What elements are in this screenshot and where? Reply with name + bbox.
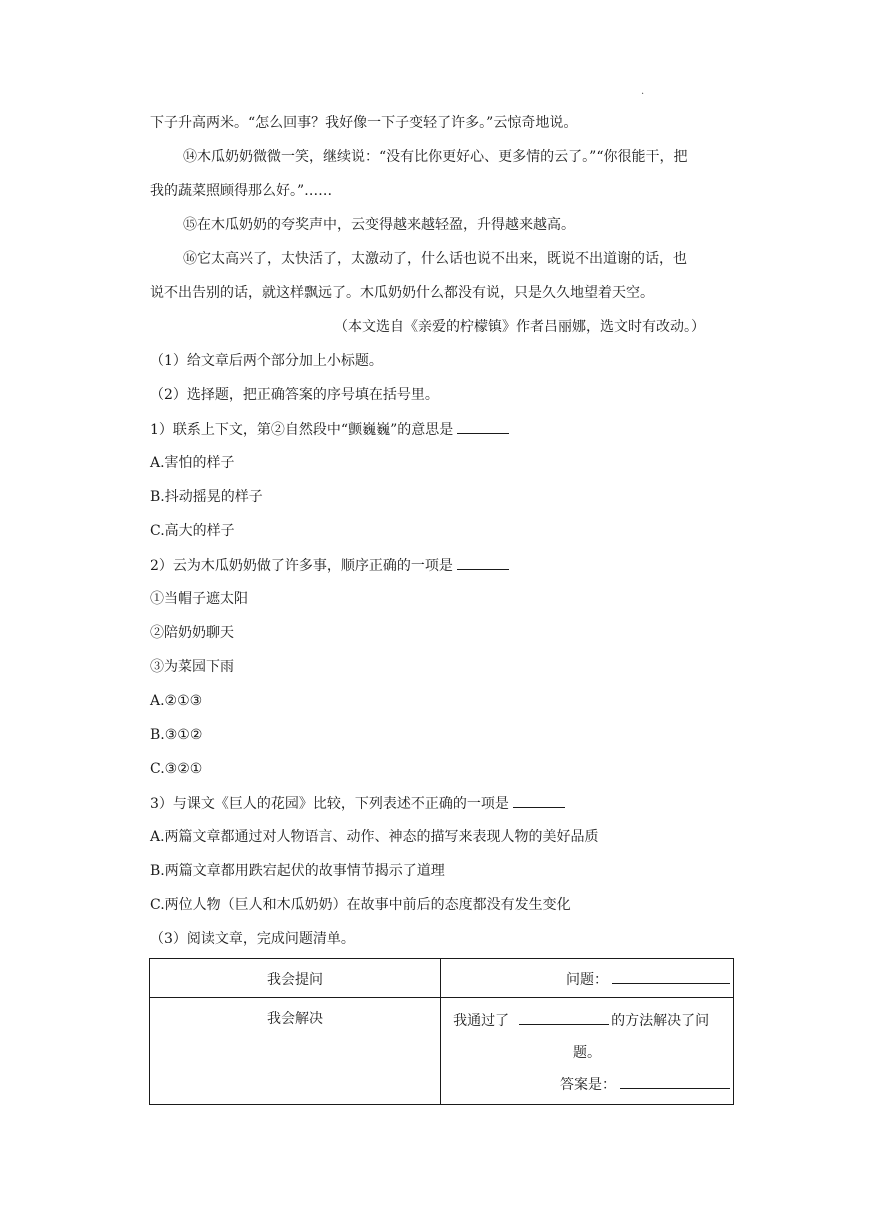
method-blank[interactable] (519, 1010, 609, 1025)
ask-label-cell (150, 959, 441, 998)
solve-label-cell (150, 998, 441, 1105)
table-row (150, 998, 734, 1105)
question-2-1-option-b: B.抖动摇晃的样子 (150, 489, 263, 505)
solve-suffix-2: 题。 (573, 1045, 602, 1061)
answer-blank[interactable] (457, 419, 509, 434)
question-2-1-stem (150, 419, 509, 440)
answer-line (441, 1062, 733, 1094)
answer-blank[interactable] (513, 793, 565, 808)
answer-blank[interactable] (620, 1074, 730, 1089)
question-2-1-stem-text: 1）联系上下文，第②自然段中“颤巍巍”的意思是 (150, 422, 454, 438)
table-row (150, 959, 734, 998)
solve-cell (441, 998, 734, 1105)
question-2-2-item-3: ③为菜园下雨 (150, 659, 234, 675)
paragraph-14-line-2: 我的蔬菜照顾得那么好。”…… (150, 183, 333, 199)
source-note: （本文选自《亲爱的柠檬镇》作者吕丽娜，选文时有改动。） (334, 319, 705, 335)
ask-label: 我会提问 (267, 972, 324, 988)
question-2-3-option-b: B.两篇文章都用跌宕起伏的故事情节揭示了道理 (150, 863, 445, 879)
question-line (441, 959, 733, 989)
solve-suffix: 的方法解决了问 (611, 1013, 710, 1029)
question-blank[interactable] (612, 969, 730, 984)
page-dot: . (641, 86, 645, 97)
question-2-2-item-1: ①当帽子遮太阳 (150, 591, 248, 607)
question-1: （1）给文章后两个部分加上小标题。 (150, 353, 383, 369)
question-2-2-stem (150, 555, 509, 576)
solve-prefix: 我通过了 (453, 1013, 510, 1029)
question-3: （3）阅读文章，完成问题清单。 (150, 931, 355, 947)
paragraph-14-line-1: ⑭木瓜奶奶微微一笑，继续说：“没有比你更好心、更多情的云了。”“你很能干，把 (183, 149, 688, 165)
question-2-2-item-2: ②陪奶奶聊天 (150, 625, 234, 641)
question-label: 问题： (566, 972, 608, 988)
question-2-3-stem-text: 3）与课文《巨人的花园》比较，下列表述不正确的一项是 (150, 796, 509, 812)
question-2-2-option-c: C.③②① (150, 761, 203, 777)
question-2: （2）选择题，把正确答案的序号填在括号里。 (150, 387, 439, 403)
paragraph-15: ⑮在木瓜奶奶的夸奖声中，云变得越来越轻盈，升得越来越高。 (183, 217, 575, 233)
solve-label: 我会解决 (267, 1011, 324, 1027)
question-2-1-option-a: A.害怕的样子 (150, 455, 235, 471)
question-cell (441, 959, 734, 998)
answer-label: 答案是： (560, 1077, 616, 1093)
question-list-table (149, 958, 734, 1105)
question-2-1-option-c: C.高大的样子 (150, 523, 235, 539)
paragraph-16-line-1: ⑯它太高兴了，太快活了，太激动了，什么话也说不出来，既说不出道谢的话，也 (183, 251, 687, 267)
question-2-2-option-a: A.②①③ (150, 693, 203, 709)
question-2-3-option-c: C.两位人物（巨人和木瓜奶奶）在故事中前后的态度都没有发生变化 (150, 897, 571, 913)
answer-blank[interactable] (457, 555, 509, 570)
solve-method-line (441, 998, 733, 1030)
question-2-3-option-a: A.两篇文章都通过对人物语言、动作、神态的描写来表现人物的美好品质 (150, 829, 599, 845)
question-2-3-stem (150, 793, 565, 814)
passage-line-1: 下子升高两米。“怎么回事？我好像一下子变轻了许多。”云惊奇地说。 (150, 115, 578, 131)
paragraph-16-line-2: 说不出告别的话，就这样飘远了。木瓜奶奶什么都没有说，只是久久地望着天空。 (150, 285, 654, 301)
question-2-2-option-b: B.③①② (150, 727, 203, 743)
question-2-2-stem-text: 2）云为木瓜奶奶做了许多事，顺序正确的一项是 (150, 558, 453, 574)
